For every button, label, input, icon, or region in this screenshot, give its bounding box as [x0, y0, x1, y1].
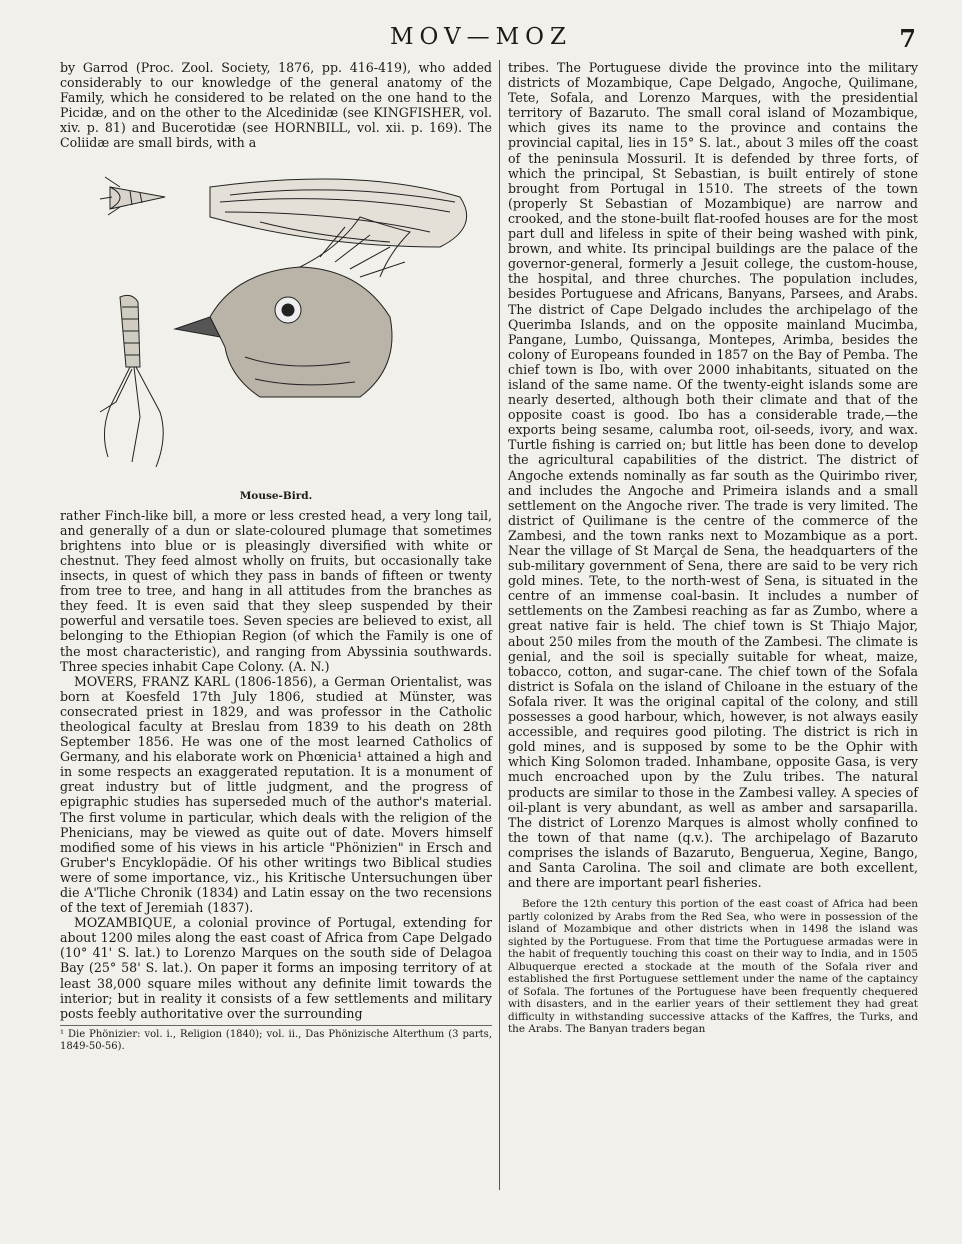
running-title: MOV—MOZ	[390, 24, 572, 50]
page-number: 7	[899, 24, 916, 53]
mozambique-continued: tribes. The Portuguese divide the province into the military districts of Mozambique, Cape Delgado, Angoche, Quilimane, Tete, Sofala, and Lorenzo Marques, with the presidential territory of Bazaruto. The small coral island of Mozambique, which gives its name to the province and contains the provincial capital, lies in 15° S. lat., about 3 miles off the coast of the peninsula Mossuril. It is defended by three forts, of which the principal, St Sebastian, is built entirely of stone brought from Portugal in 1510. The streets of the town (properly St Sebastian of Mozambique) are narrow and crooked, and the stone-built flat-roofed houses are for the most part dull and lifeless in spite of their being washed with pink, brown, and white. Its principal buildings are the palace of the governor-general, formerly a Jesuit college, the custom-house, the hospital, and three churches. The population includes, besides Portuguese and Africans, Banyans, Parsees, and Arabs. The district of Cape Delgado includes the archipelago of the Querimba Islands, and on the opposite mainland Mucimba, Pangane, Lumbo, Quissanga, Montepes, Arimba, besides the colony of Europeans founded in 1857 on the Bay of Pemba. The chief town is Ibo, with over 2000 inhabitants, situated on the island of the same name. Of the twenty-eight islands some are nearly deserted, although both their climate and that of the opposite coast is good. Ibo has a considerable trade,—the exports being sesame, calumba root, oil-seeds, ivory, and wax. Turtle fishing is carried on; but little has been done to develop the agricultural capabilities of the district. The district of Angoche extends nominally as far south as the Quirimbo river, and includes the Angoche and Primeira islands and a small settlement on the Angoche river. The trade is very limited. The district of Quilimane is the centre of the commerce of the Zambesi, and the town ranks next to Mozambique as a port. Near the village of St Marçal de Sena, the headquarters of the sub-military government of Sena, there are said to be very rich gold mines. Tete, to the north-west of Sena, is situated in the centre of an immense coal-basin. It includes a number of settlements on the Zambesi reaching as far as Zumbo, where a great native fair is held. The chief town is St Thiajo Major, about 250 miles from the mouth of the Zambesi. The climate is genial, and the soil is specially suitable for wheat, maize, tobacco, cotton, and sugar-cane. The chief town of the Sofala district is Sofala on the island of Chiloane in the estuary of the Sofala river. It was the original capital of the colony, and still possesses a good harbour, which, however, is not always easily accessible, and requires good piloting. The district is rich in gold mines, and is supposed by some to be the Ophir with which King Solomon traded. Inhambane, opposite Gasa, is very much encroached upon by the Zulu tribes. The natural products are similar to those in the Zambesi valley. A species of oil-plant is very abundant, as well as amber and sarsaparilla. The district of Lorenzo Marques is almost wholly confined to the town of that name (q.v.). The archipelago of Bazaruto comprises the islands of Bazaruto, Benguerua, Xegine, Bango, and Santa Carolina. The soil and climate are both excellent, and there are important pearl fisheries.	[508, 60, 918, 891]
column-divider	[499, 60, 500, 1190]
intro-paragraph: by Garrod (Proc. Zool. Society, 1876, pp. 416-419), who added considerably to our knowledge of the general anatomy of the Family, which he considered to be related on the one hand to the Picidæ, and on the other to the Alcedinidæ (see KINGFISHER, vol. xiv. p. 81) and Bucerotidæ (see HORNBILL, vol. xii. p. 169). The Coliidæ are small birds, with a	[60, 60, 492, 151]
mozambique-article: MOZAMBIQUE, a colonial province of Portugal, extending for about 1200 miles along the east coast of Africa from Cape Delgado (10° 41' S. lat.) to Lorenzo Marques on the south side of Delagoa Bay (25° 58' S. lat.). On paper it forms an imposing territory of at least 38,000 square miles without any definite limit towards the interior; but in reality it consists of a few settlements and military posts feebly authoritative over the surrounding	[60, 915, 492, 1021]
history-paragraph: Before the 12th century this portion of the east coast of Africa had been partly colonized by Arabs from the Red Sea, who were in possession of the island of Mozambique and other districts when in 1498 the island was sighted by the Portuguese. From that time the Portuguese armadas were in the habit of frequently touching this coast on their way to India, and in 1505 Albuquerque erected a stockade at the mouth of the Sofala river and established the first Portuguese settlement under the name of the captaincy of Sofala. The fortunes of the Portuguese have been frequently chequered with disasters, and in the earlier years of their settlement they had great difficulty in withstanding successive attacks of the Kaffres, the Turks, and the Arabs. The Banyan traders began	[508, 898, 918, 1036]
right-column	[508, 60, 918, 1036]
bird-engraving	[60, 157, 492, 487]
figure-caption: Mouse-Bird.	[239, 489, 313, 502]
left-column	[60, 60, 492, 1053]
footnote: ¹ Die Phönizier: vol. i., Religion (1840); vol. ii., Das Phönizische Alterthum (3 parts, 1849-50-56).	[60, 1025, 492, 1053]
movers-article: MOVERS, FRANZ KARL (1806-1856), a German Orientalist, was born at Koesfeld 17th July 1806, studied at Münster, was consecrated priest in 1829, and was professor in the Catholic theological faculty at Breslau from 1839 to his death on 28th September 1856. He was one of the most learned Catholics of Germany, and his elaborate work on Phœnicia¹ attained a high and in some respects an exaggerated reputation. It is a monument of great industry but of little judgment, and the progress of epigraphic studies has superseded much of the author's material. The first volume in particular, which deals with the religion of the Phenicians, may be viewed as quite out of date. Movers himself modified some of his views in his article "Phönizien" in Ersch and Gruber's Encyklopädie. Of his other writings two Biblical studies were of some importance, viz., his Kritische Untersuchungen über die A'Tliche Chronik (1834) and Latin essay on the two recensions of the text of Jeremiah (1837).	[60, 673, 492, 916]
coliidae-paragraph: rather Finch-like bill, a more or less crested head, a very long tail, and generally of a dun or slate-coloured plumage that sometimes brightens into blue or is pleasingly diversified with white or chestnut. They feed almost wholly on fruits, but occasionally take insects, in quest of which they pass in bands of fifteen or twenty from tree to tree, and hang in all attitudes from the branches as they feed. It is even said that they sleep suspended by their powerful and versatile toes. Seven species are believed to exist, all belonging to the Ethiopian Region (of which the Family is one of the most characteristic), and ranging from Abyssinia southwards. Three species inhabit Cape Colony. (A. N.)	[60, 507, 492, 674]
page-header	[0, 24, 962, 54]
mouse-bird-illustration	[60, 157, 492, 487]
